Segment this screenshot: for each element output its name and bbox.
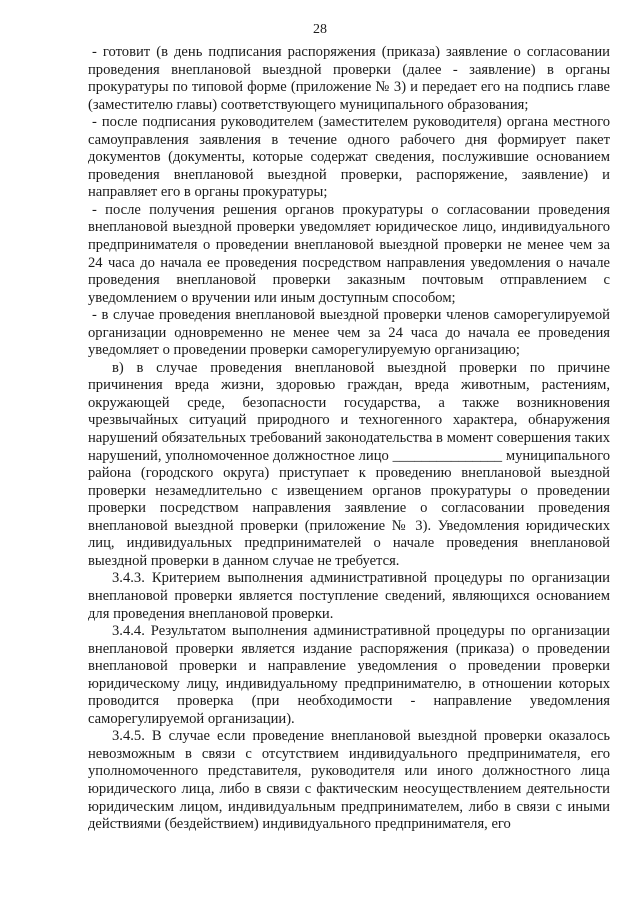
paragraph-prepare-application: - готовит (в день подписания распоряжения (приказа) заявление о согласовании проведения внеплановой выездной проверки (далее - заявление) в органы прокуратуры по типовой форме (приложение № 3) и передает его на подпись главе (заместителю главы) соответствующего муниципального образования; [88,44,610,113]
paragraph-3-4-3: 3.4.3. Критерием выполнения административной процедуры по организации внеплановой проверки является поступление сведений, являющихся основанием для проведения внеплановой проверки. [88,570,610,622]
document-body [88,44,610,834]
page-number: 28 [313,22,327,37]
paragraph-3-4-4: 3.4.4. Результатом выполнения административной процедуры по организации внеплановой проверки является издание распоряжения (приказа) о проведении внеплановой проверки и направление уведомления о проведении проверки юридическому лицу, индивидуальному предпринимателю, в отношении которых проводится проверка (при необходимости - направление уведомления саморегулируемой организации). [88,623,610,727]
paragraph-item-v: в) в случае проведения внеплановой выездной проверки по причине причинения вреда жизни, здоровью граждан, вреда животным, растениям, окружающей среде, безопасности государства, а также возникновения чрезвычайных ситуаций природного и техногенного характера, обнаружения нарушений обязательных требований законодательства в момент совершения таких нарушений, уполномоченное должностное лицо _______________ муниципального района (городского округа) приступает к проведению внеплановой выездной проверки незамедлительно с извещением органов прокуратуры о проведении проверки посредством направления заявление о согласовании проведения внеплановой выездной проверки (приложение № 3). Уведомления юридических лиц, индивидуальных предпринимателей о начале проведения внеплановой выездной проверки в данном случае не требуется. [88,359,610,569]
paragraph-notify-sro: - в случае проведения внеплановой выездной проверки членов саморегулируемой организации одновременно не менее чем за 24 часа до начала ее проведения уведомляет о проведении проверки саморегулируемую организацию; [88,307,610,359]
paragraph-form-package: - после подписания руководителем (заместителем руководителя) органа местного самоуправления заявления в течение одного рабочего дня формирует пакет документов (документы, которые содержат сведения, послужившие основанием проведения внеплановой выездной проверки, распоряжение, заявление) и направляет его в органы прокуратуры; [88,114,610,201]
paragraph-notify-entity: - после получения решения органов прокуратуры о согласовании проведения внеплановой выездной проверки уведомляет юридическое лицо, индивидуального предпринимателя о проведении внеплановой выездной проверки не менее чем за 24 часа до начала ее проведения посредством направления уведомления о начале проведения внеплановой проверки заказным почтовым отправлением с уведомлением о вручении или иным доступным способом; [88,201,610,306]
paragraph-3-4-5: 3.4.5. В случае если проведение внеплановой выездной проверки оказалось невозможным в связи с отсутствием индивидуального предпринимателя, его уполномоченного представителя, руководителя или иного должностного лица юридического лица, либо в связи с фактическим неосуществлением деятельности юридическим лицом, индивидуальным предпринимателем, либо в связи с иными действиями (бездействием) индивидуального предпринимателя, его [88,728,610,833]
